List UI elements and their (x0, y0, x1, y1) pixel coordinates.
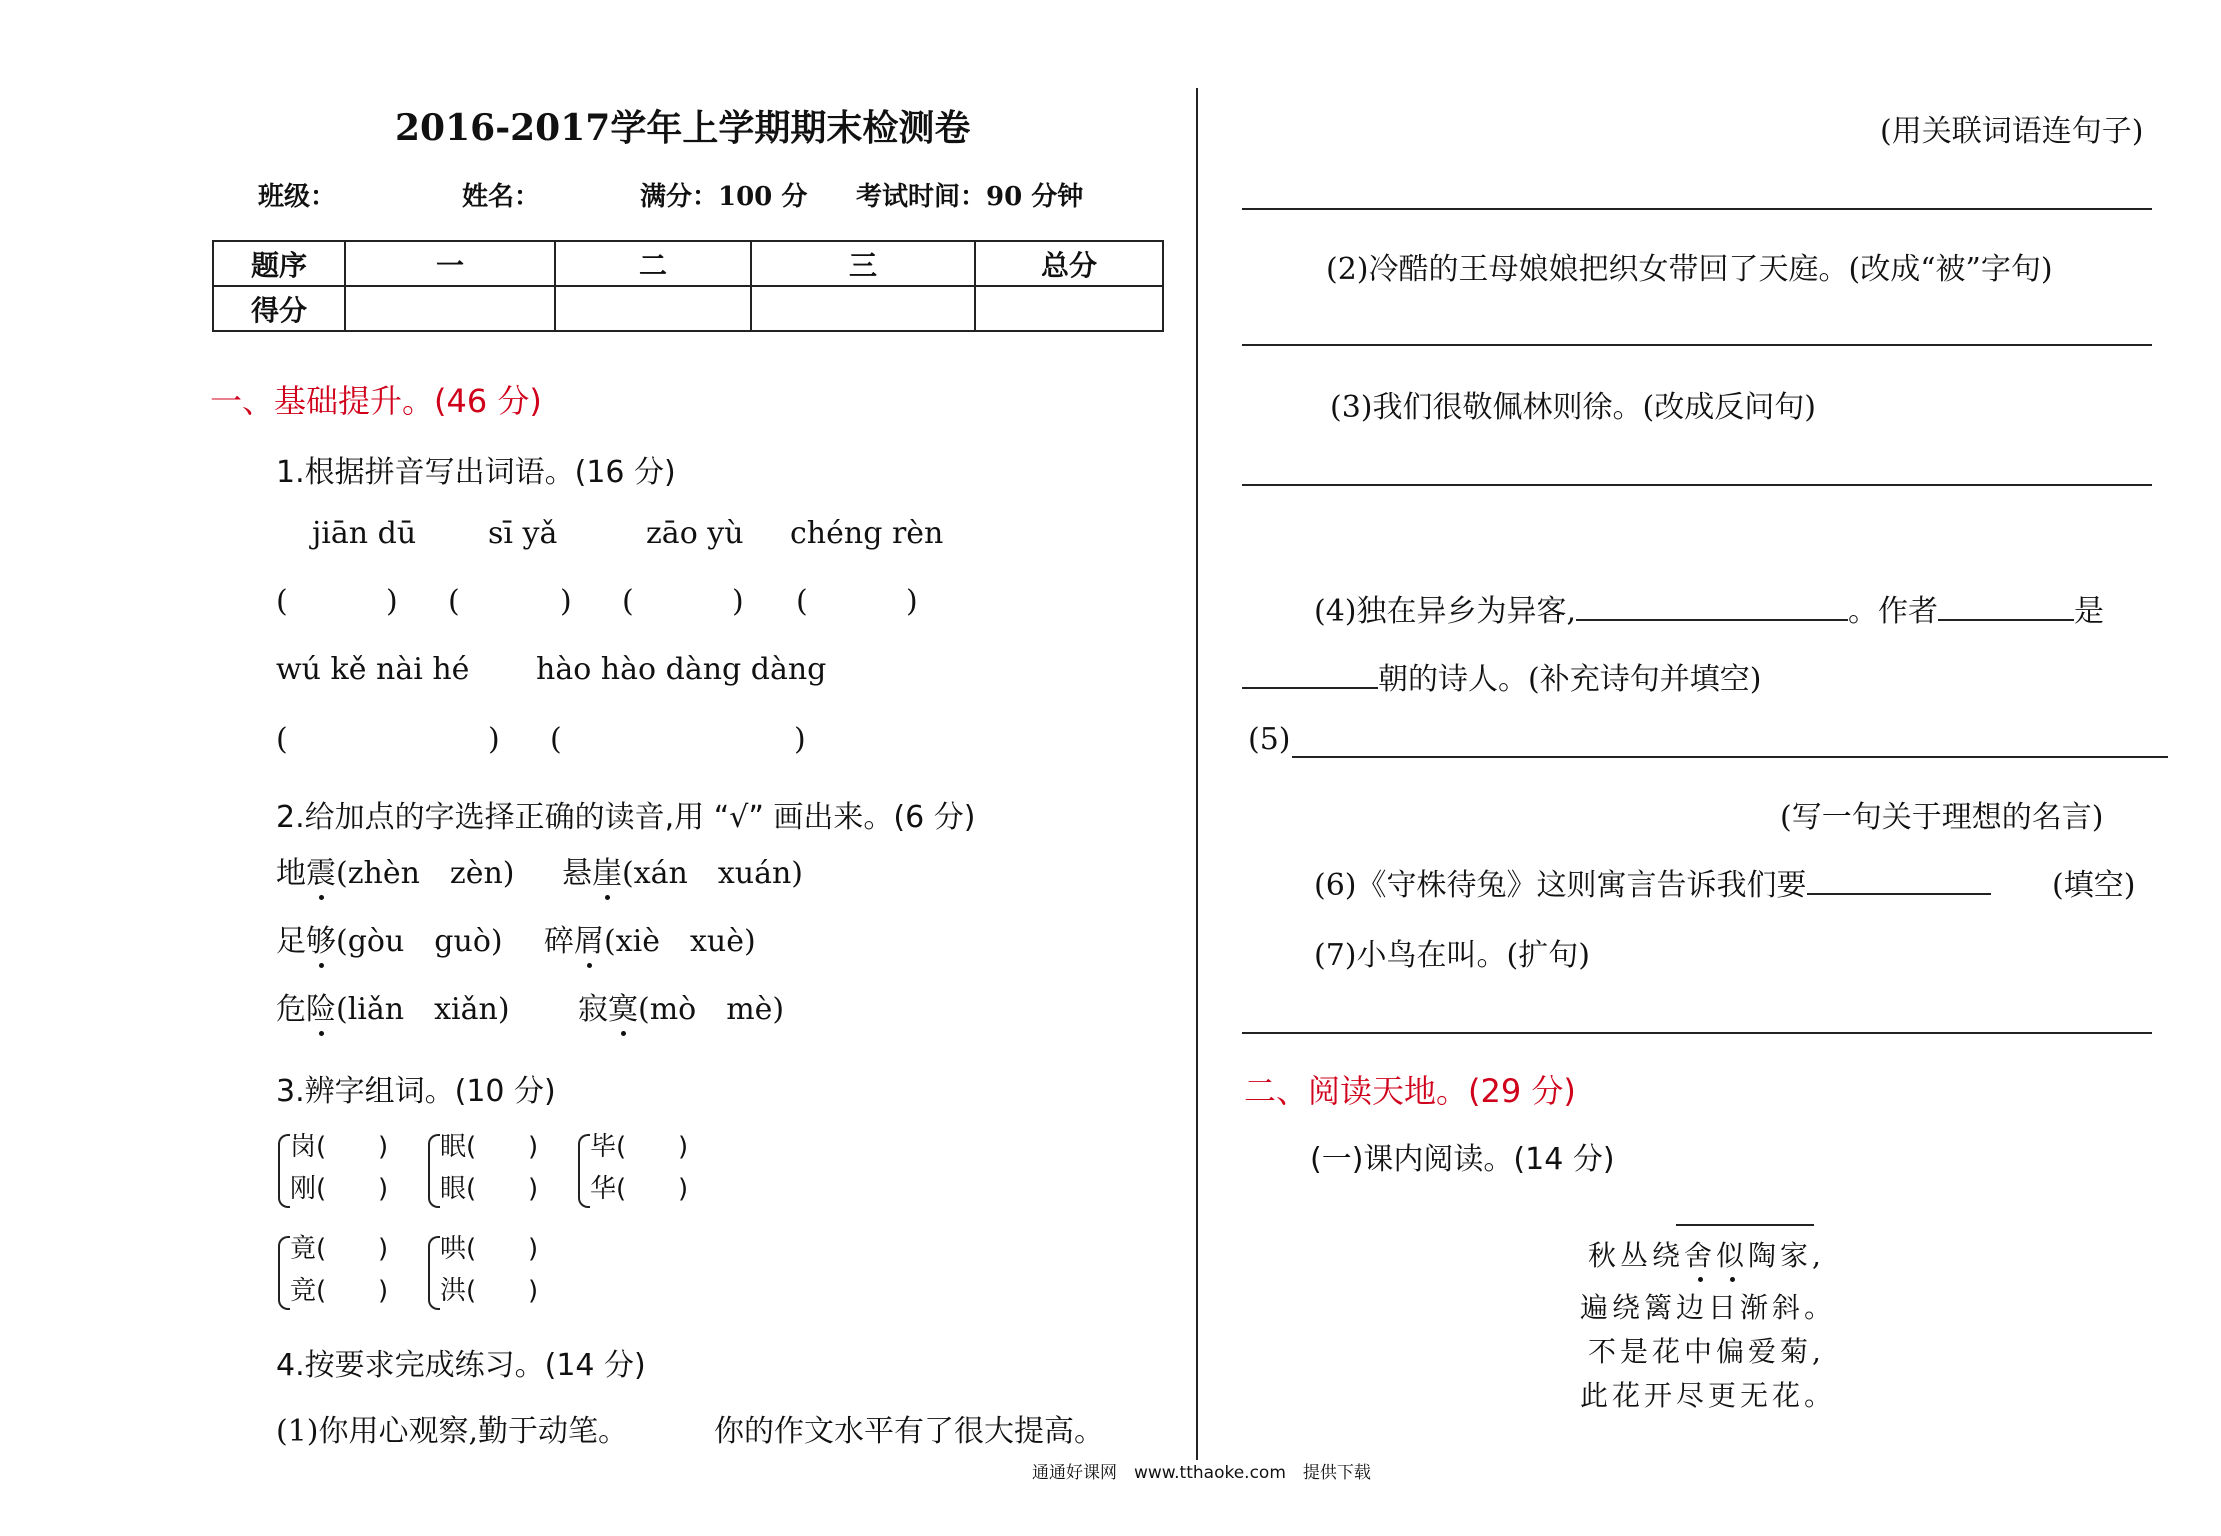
pinyin-2: sī yǎ (488, 516, 558, 551)
pinyin-3: zāo yù (646, 516, 744, 551)
score-table (212, 240, 1164, 332)
q4-item1-a: (1)你用心观察,勤于动笔。 (276, 1414, 629, 1449)
pinyin-5: wú kě nài hé (276, 652, 470, 687)
section1-heading: 一、基础提升。(46 分) (210, 382, 542, 420)
poem-title-blank[interactable] (1676, 1224, 1814, 1226)
table-row (213, 286, 1163, 331)
answer-paren-close: ) (386, 584, 398, 619)
table-cell: 二 (555, 241, 751, 286)
answer-line[interactable] (1242, 344, 2152, 346)
item3-text: (3)我们很敬佩林则徐。(改成反问句) (1330, 390, 1816, 425)
word-pair: 毕( 华( (590, 1132, 627, 1204)
q4-title: 4.按要求完成练习。(14 分) (276, 1348, 646, 1383)
answer-line[interactable] (1242, 1032, 2152, 1034)
item7-text: (7)小鸟在叫。(扩句) (1314, 938, 1590, 973)
score-input-cell[interactable] (751, 286, 975, 331)
answer-paren-close: ) (794, 722, 806, 757)
brace (428, 1236, 440, 1310)
name-label: 姓名： (462, 182, 541, 212)
pair-close: ) ) (378, 1132, 389, 1204)
reading-item-2: 悬崖(xán xuán) (562, 848, 803, 892)
item4-line1: (4)独在异乡为异客, 。作者 是 (1314, 586, 2104, 630)
exam-time: 考试时间：90 分钟 (856, 182, 1084, 212)
reading-item-3: 足够(gòu guò) (276, 916, 503, 960)
answer-line[interactable] (1242, 208, 2152, 210)
blank-dynasty[interactable] (1242, 657, 1378, 689)
item4-line2: 朝的诗人。(补充诗句并填空) (1242, 654, 1761, 698)
word-pair: 竟( 竞( (290, 1234, 327, 1306)
item5-hint: (写一句关于理想的名言) (1780, 800, 2104, 835)
reading-item-4: 碎屑(xiè xuè) (544, 916, 756, 960)
answer-paren-close: ) (732, 584, 744, 619)
column-divider (1196, 88, 1198, 1460)
blank-author[interactable] (1938, 589, 2074, 621)
q4-item1-b: 你的作文水平有了很大提高。 (714, 1414, 1104, 1449)
answer-line[interactable] (1242, 484, 2152, 486)
class-label: 班级： (258, 182, 337, 212)
answer-paren-open: ( (276, 722, 288, 757)
table-row (213, 241, 1163, 286)
item2-text: (2)冷酷的王母娘娘把织女带回了天庭。(改成“被”字句) (1326, 252, 2053, 287)
blank-poem[interactable] (1576, 589, 1848, 621)
poem-line-3: 不是花中偏爱菊, (1588, 1335, 1825, 1368)
word-pair: 岗( 刚( (290, 1132, 327, 1204)
pinyin-6: hào hào dàng dàng (536, 652, 827, 687)
item6-hint: (填空) (2052, 868, 2136, 903)
section2-sub1: (一)课内阅读。(14 分) (1310, 1142, 1615, 1177)
q1-title: 1.根据拼音写出词语。(16 分) (276, 455, 676, 490)
score-input-cell[interactable] (975, 286, 1163, 331)
score-input-cell[interactable] (555, 286, 751, 331)
table-cell: 三 (751, 241, 975, 286)
answer-paren-open: ( (550, 722, 562, 757)
brace (278, 1236, 290, 1310)
pair-close: ) ) (528, 1132, 539, 1204)
answer-paren-open: ( (276, 584, 288, 619)
answer-paren-open: ( (622, 584, 634, 619)
poem-line-2: 遍绕篱边日渐斜。 (1580, 1291, 1837, 1324)
answer-paren-close: ) (906, 584, 918, 619)
blank-moral[interactable] (1807, 863, 1991, 895)
answer-paren-close: ) (488, 722, 500, 757)
answer-paren-open: ( (796, 584, 808, 619)
pinyin-4: chéng rèn (790, 516, 944, 551)
page-title: 2016-2017学年上学期期末检测卷 (395, 107, 971, 149)
answer-line[interactable] (1292, 756, 2168, 758)
reading-item-1: 地震(zhèn zèn) (276, 848, 515, 892)
brace (578, 1134, 590, 1208)
table-cell: 得分 (213, 286, 345, 331)
pair-close: ) ) (678, 1132, 689, 1204)
table-cell: 题序 (213, 241, 345, 286)
pair-close: ) ) (378, 1234, 389, 1306)
table-cell: 总分 (975, 241, 1163, 286)
section2-heading: 二、阅读天地。(29 分) (1244, 1072, 1576, 1110)
poem-line-1: 秋丛绕舍似陶家, (1588, 1234, 1825, 1274)
word-pair: 眠( 眼( (440, 1132, 477, 1204)
poem-line-4: 此花开尽更无花。 (1580, 1379, 1837, 1412)
item1-hint: (用关联词语连句子) (1880, 114, 2144, 149)
table-cell: 一 (345, 241, 555, 286)
answer-paren-close: ) (560, 584, 572, 619)
q2-title: 2.给加点的字选择正确的读音,用 “√” 画出来。(6 分) (276, 800, 976, 835)
full-score: 满分：100 分 (640, 182, 808, 212)
q3-title: 3.辨字组词。(10 分) (276, 1074, 556, 1109)
brace (428, 1134, 440, 1208)
reading-item-6: 寂寞(mò mè) (578, 984, 784, 1028)
word-pair: 哄( 洪( (440, 1234, 477, 1306)
answer-paren-open: ( (448, 584, 460, 619)
pinyin-1: jiān dū (312, 516, 417, 551)
reading-item-5: 危险(liǎn xiǎn) (276, 984, 510, 1028)
item6-text: (6)《守株待兔》这则寓言告诉我们要 (1314, 860, 1991, 904)
item5-label: (5) (1248, 722, 1291, 757)
score-input-cell[interactable] (345, 286, 555, 331)
brace (278, 1134, 290, 1208)
footer-credit: 通通好课网 www.tthaoke.com 提供下载 (1032, 1463, 1371, 1483)
pair-close: ) ) (528, 1234, 539, 1306)
